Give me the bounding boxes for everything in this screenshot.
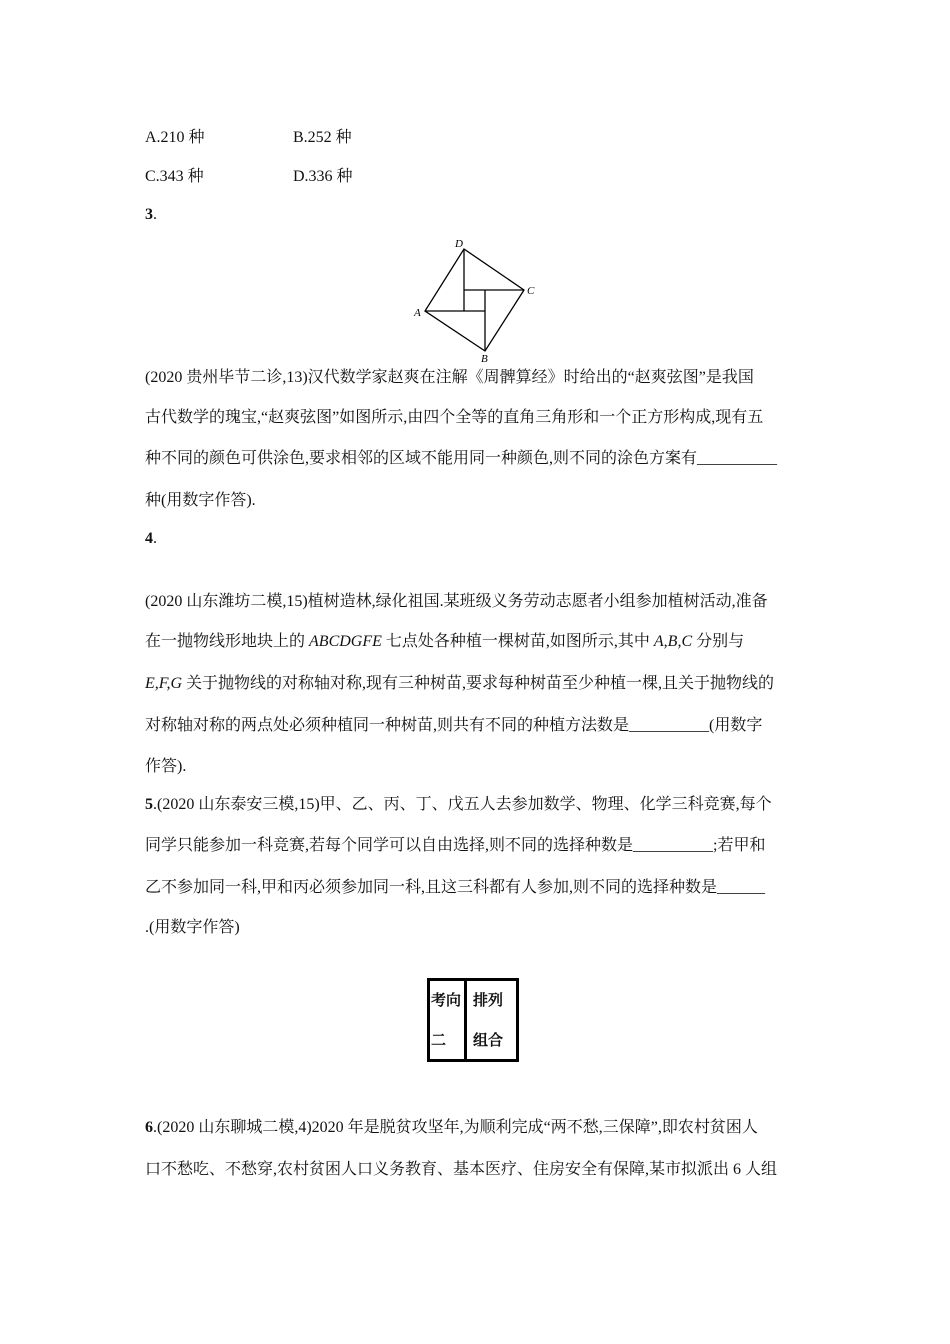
q5-line-1: 5.(2020 山东泰安三模,15)甲、乙、丙、丁、戊五人去参加数学、物理、化学三科竞赛,每个 bbox=[145, 796, 772, 813]
q4-number: 4. bbox=[145, 530, 157, 547]
q4-line-2: 在一抛物线形地块上的 ABCDGFE 七点处各种植一棵树苗,如图所示,其中 A,B,C 分别与 bbox=[145, 633, 745, 650]
q5-line-2: 同学只能参加一科竞赛,若每个同学可以自由选择,则不同的选择种数是__________;若甲和 bbox=[145, 837, 766, 854]
section-divider bbox=[464, 981, 467, 1059]
option-c: C.343 种 bbox=[145, 168, 204, 185]
q6-line-1: 6.(2020 山东聊城二模,4)2020 年是脱贫攻坚年,为顺利完成“两不愁,三保障”,即农村贫困人 bbox=[145, 1119, 758, 1136]
q5-line-4: .(用数字作答) bbox=[145, 919, 240, 936]
q4-line-4: 对称轴对称的两点处必须种植同一种树苗,则共有不同的种植方法数是__________(用数字 bbox=[145, 717, 763, 734]
q5-line-3: 乙不参加同一科,甲和丙必须参加同一科,且这三科都有人参加,则不同的选择种数是______ bbox=[145, 879, 766, 896]
label-a: A bbox=[414, 307, 421, 319]
q4-line-1: (2020 山东潍坊二模,15)植树造林,绿化祖国.某班级义务劳动志愿者小组参加植树活动,准备 bbox=[145, 593, 768, 610]
section-left-bottom: 二 bbox=[431, 1033, 447, 1049]
q6-line-2: 口不愁吃、不愁穿,农村贫困人口义务教育、基本医疗、住房安全有保障,某市拟派出 6 人组 bbox=[145, 1161, 778, 1178]
label-d: D bbox=[455, 238, 463, 250]
q3-line-4: 种(用数字作答). bbox=[145, 492, 256, 509]
q3-line-1: (2020 贵州毕节二诊,13)汉代数学家赵爽在注解《周髀算经》时给出的“赵爽弦图”是我国 bbox=[145, 369, 754, 386]
q3-line-3: 种不同的颜色可供涂色,要求相邻的区域不能用同一种颜色,则不同的涂色方案有__________ bbox=[145, 450, 778, 467]
section-left-top: 考向 bbox=[431, 993, 462, 1009]
q3-line-2: 古代数学的瑰宝,“赵爽弦图”如图所示,由四个全等的直角三角形和一个正方形构成,现有五 bbox=[145, 409, 764, 426]
label-b: B bbox=[481, 353, 488, 365]
zhao-shuang-diagram bbox=[405, 232, 545, 368]
option-b: B.252 种 bbox=[293, 129, 352, 146]
q4-line-3: E,F,G 关于抛物线的对称轴对称,现有三种树苗,要求每种树苗至少种植一棵,且关于抛物线的 bbox=[145, 675, 775, 692]
q3-number: 3. bbox=[145, 206, 157, 223]
q4-line-5: 作答). bbox=[145, 758, 187, 775]
option-d: D.336 种 bbox=[293, 168, 353, 185]
section-header-box bbox=[427, 978, 519, 1062]
option-a: A.210 种 bbox=[145, 129, 205, 146]
label-c: C bbox=[527, 285, 535, 297]
section-right-top: 排列 bbox=[473, 993, 504, 1009]
section-right-bottom: 组合 bbox=[473, 1033, 504, 1049]
